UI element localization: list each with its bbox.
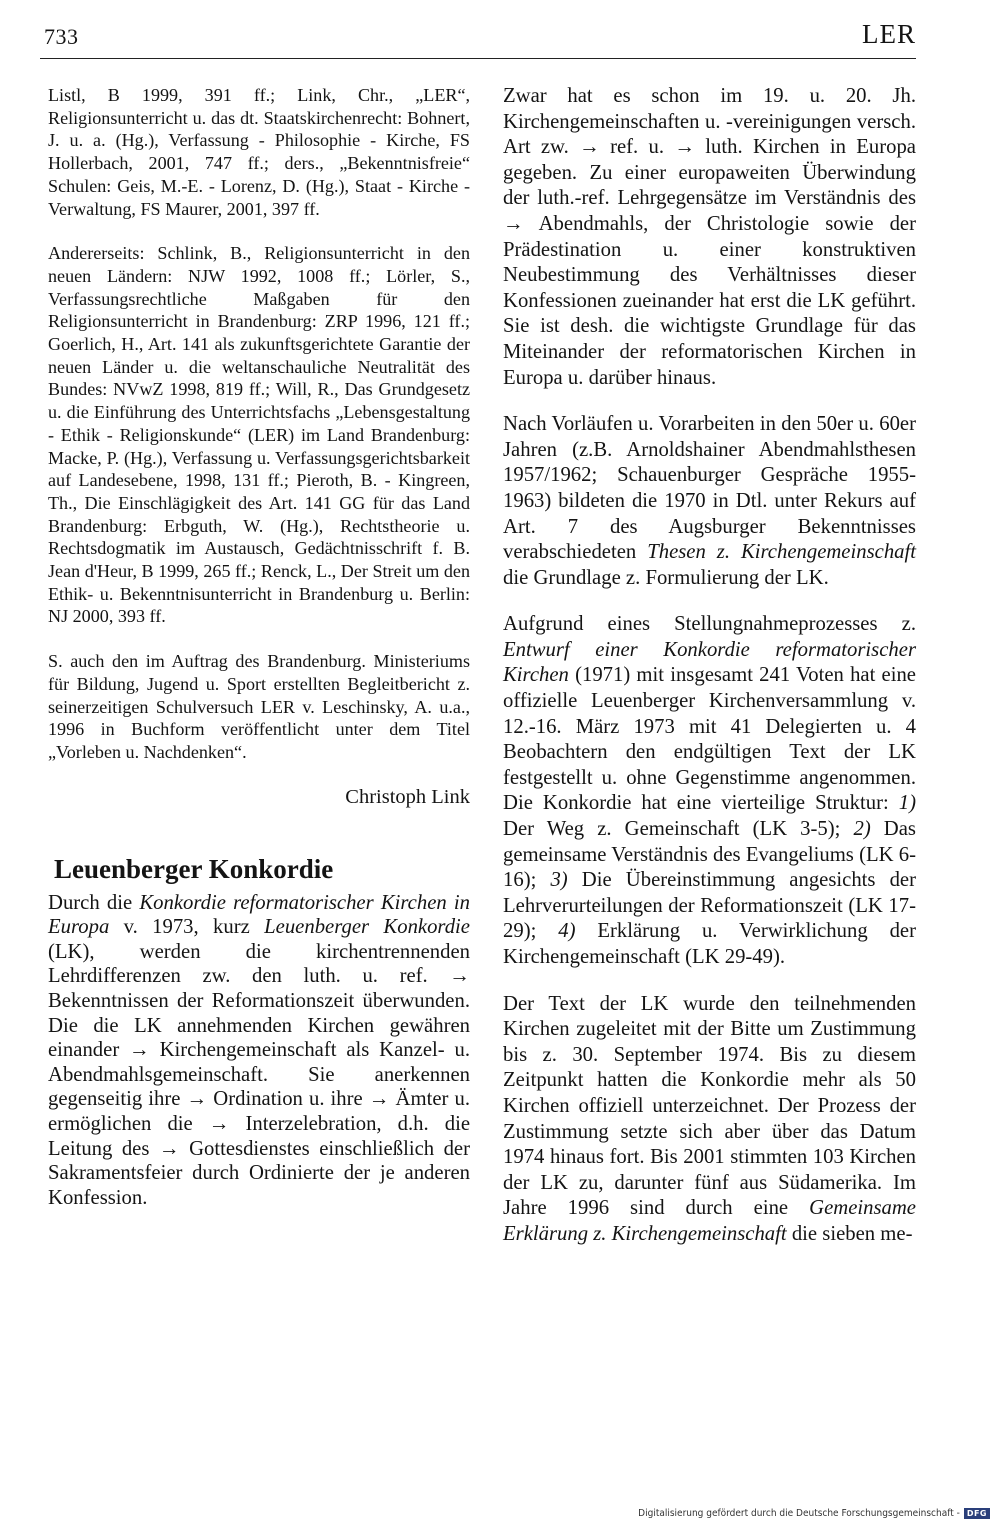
dfg-logo-icon: DFG xyxy=(964,1508,990,1519)
text-run: v. 1973, kurz xyxy=(109,916,265,939)
italic-run: Thesen z. Kirchengemeinschaft xyxy=(647,541,917,564)
author-signature: Christoph Link xyxy=(345,785,470,808)
right-column xyxy=(503,84,916,1269)
text-run: Nach Vorläufen u. Vorarbeiten in den 50er u. 60er Jahren (z.B. Arnoldshainer Abendmahlsthesen 1957/1962; Schauenburger Gespräche 1955-1963) bildeten die 1970 in Dtl. unter Rekurs auf Art. 7 des Augsburger Bekenntnisses verabschiedeten xyxy=(503,413,916,564)
reference-paragraph: Andererseits: Schlink, B., Religionsunterricht in den neuen Ländern: NJW 1992, 1008 ff.; Lörler, S., Verfassungsrechtliche Maßgaben für den Religionsunterricht in Brandenburg: ZRP 1996, 121 ff.; Goerlich, H., Art. 141 als zukunftsgerichtete Garantie der neuen Länder u. die weltanschauliche Neutralität des Bundes: NVwZ 1998, 819 ff.; Will, R., Das Grundgesetz u. die Einführung des Unterrichtsfachs „Lebensgestaltung - Ethik - Religionskunde“ (LER) im Land Brandenburg: Macke, P. (Hg.), Verfassung u. Verfassungsgerichtsbarkeit auf Landesebene, 1998, 131 ff.; Pieroth, B. - Kingreen, Th., Die Einschlägigkeit des Art. 141 GG für das Land Brandenburg: Erbguth, W. (Hg.), Rechtstheorie u. Rechtsdogmatik im Austausch, Gedächtnisschrift f. B. Jean d'Heur, B 1999, 265 ff.; Renck, L., Der Streit um den Ethik- u. Bekenntnisunterricht in Brandenburg u. Berlin: NJ 2000, 393 ff. xyxy=(48,243,470,627)
left-column xyxy=(48,84,470,1210)
body-paragraph: Zwar hat es schon im 19. u. 20. Jh. Kirchengemeinschaften u. -vereinigungen versch. Art zw. → ref. u. → luth. Kirchen in Europa gegeben. Zu einer europaweiten Überwindung der luth.-ref. Lehrgegensätze im Verständnis des → Abendmahls, der Christologie sowie der Prädestination u. einer konstruktiven Neubestimmung des Verhältnisses dieser Konfessionen zueinander hat erst die LK geführt. Sie ist desh. die wichtigste Grundlage für das Miteinander der reformatorischen Kirchen in Europa u. darüber hinaus. xyxy=(503,85,916,389)
text-run: Durch die xyxy=(48,891,140,914)
text-run: Aufgrund eines Stellungnahmeprozesses z. xyxy=(503,613,916,636)
text-run: Die Übereinstimmung angesichts der Lehrverurteilungen der Reformationszeit (LK 17-29); xyxy=(503,869,916,943)
digitization-footer xyxy=(638,1508,990,1519)
text-run: (LK), werden die kirchentrennenden Lehrdifferenzen zw. den luth. u. ref. → Bekenntnissen der Reformationszeit überwunden. Die die LK annehmenden Kirchen gewähren einander → Kirchengemeinschaft als Kanzel- u. Abendmahlsgemeinschaft. Sie anerkennen gegenseitig ihre → Ordination u. ihre → Ämter u. ermöglichen die → Interzelebration, d.h. die Leitung des → Gottesdienstes einschließlich der Sakramentsfeier durch Ordinierte der je anderen Konfession. xyxy=(48,940,470,1209)
text-run: (1971) mit insgesamt 241 Voten hat eine offizielle Leuenberger Kirchenversammlung v. 12.-16. März 1973 mit 41 Delegierten u. 4 Beobachtern den endgültigen Text der LK festgestellt u. ohne Gegenstimme angenommen. Die Konkordie hat eine vierteilige Struktur: xyxy=(503,664,916,815)
italic-run: Gemeinsame Erklärung z. Kirchengemeinschaft xyxy=(503,1197,916,1245)
page-number: 733 xyxy=(44,24,79,49)
header-rule xyxy=(40,58,916,59)
running-header: LER xyxy=(862,19,916,49)
text-run: Der Text der LK wurde den teilnehmenden Kirchen zugeleitet mit der Bitte um Zustimmung bis z. 30. September 1974. Bis zu diesem Zeitpunkt hatten die Konkordie mehr als 50 Kirchen offiziell unterzeichnet. Der Prozess der Zustimmung setzte sich aber über das Datum 1974 hinaus fort. Bis 2001 stimmten 103 Kirchen der LK zu, darunter fünf aus Südamerika. Im Jahre 1996 sind durch eine xyxy=(503,992,916,1220)
italic-run: Leuenberger Konkordie xyxy=(264,916,470,939)
reference-paragraph: Listl, B 1999, 391 ff.; Link, Chr., „LER“, Religionsunterricht u. das dt. Staatskirchenrecht: Bohnert, J. u. a. (Hg.), Verfassung - Philosophie - Kirche, FS Hollerbach, 2001, 747 ff.; ders., „Bekenntnisfreie“ Schulen: Geis, M.-E. - Lorenz, D. (Hg.), Staat - Kirche - Verwaltung, FS Maurer, 2001, 397 ff. xyxy=(48,85,470,219)
body-paragraph xyxy=(503,412,916,591)
text-run: Der Weg z. Gemeinschaft (LK 3-5); xyxy=(503,818,854,841)
footer-text: Digitalisierung gefördert durch die Deutsche Forschungsgemeinschaft - xyxy=(638,1508,960,1519)
italic-run: 2) xyxy=(853,818,871,841)
text-run: die sieben me- xyxy=(786,1222,913,1245)
text-run: Das gemeinsame Verständnis des Evangeliums (LK 6-16); xyxy=(503,818,916,892)
text-run: Erklärung u. Verwirklichung der Kirchengemeinschaft (LK 29-49). xyxy=(503,920,916,968)
body-paragraph xyxy=(503,612,916,970)
italic-run: 1) xyxy=(898,792,916,815)
reference-paragraph: S. auch den im Auftrag des Brandenburg. Ministeriums für Bildung, Jugend u. Sport erstellten Begleitbericht z. seinerzeitigen Schulversuch LER v. Leschinsky, A. u.a., 1996 in Buchform veröffentlicht unter dem Titel „Vorleben u. Nachdenken“. xyxy=(48,651,470,762)
italic-run: Entwurf einer Konkordie reformatorischer Kirchen xyxy=(503,638,916,687)
body-paragraph xyxy=(503,992,916,1248)
text-run: die Grundlage z. Formulierung der LK. xyxy=(503,566,829,589)
italic-run: 4) xyxy=(558,920,576,943)
italic-run: 3) xyxy=(550,869,568,892)
article-heading: Leuenberger Konkordie xyxy=(54,853,334,884)
body-paragraph xyxy=(48,891,470,1211)
italic-run: Konkordie reformatorischer Kirchen in Europa xyxy=(48,891,470,939)
